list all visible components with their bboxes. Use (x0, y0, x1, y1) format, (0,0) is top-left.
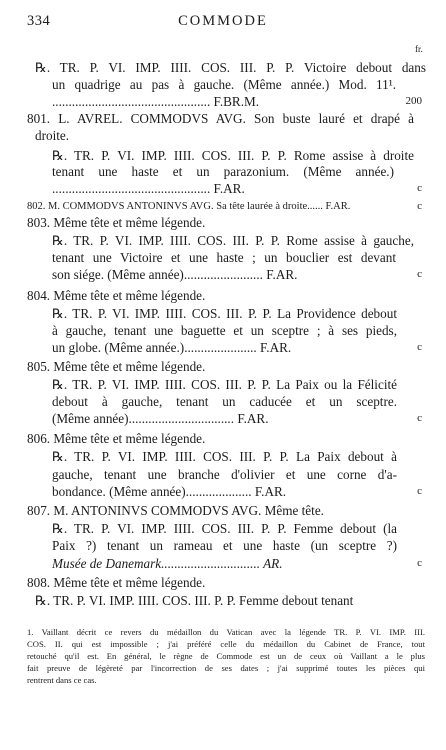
text-line: (Même année)................................ F.AR. (52, 411, 269, 426)
text-line: tenant une Victoire et une haste ; un bouclier est devant (52, 250, 396, 265)
text-line: 804. Même tête et même légende. (27, 288, 206, 303)
value: c (417, 200, 422, 212)
text-line: ℞. TR. P. VI. IMP. IIII. COS. III. P. P. Femme debout tenant (35, 593, 354, 608)
text-line: 803. Même tête et même légende. (27, 215, 206, 230)
text-line: Musée de Danemark.............................. AR. (52, 556, 283, 571)
text-line: ℞. TR. P. VI. IMP. IIII. COS. III. P. P. Rome assise à droite (52, 148, 414, 163)
text-line: 807. M. ANTONINVS COMMODVS AVG. Même tête. (27, 503, 324, 518)
value: c (417, 341, 422, 353)
text-line: ℞. TR. P. VI. IMP. IIII. COS. III. P. P. Victoire debout dans (35, 60, 426, 75)
footnote-line: fait preuve de légèreté par l'incorrection de ses dates ; j'ai supprimé toutes les pièces qui (27, 663, 425, 673)
text-line: ℞. TR. P. VI. IMP. IIII. COS. III. P. P. La Providence debout (52, 306, 397, 321)
text-line: 805. Même tête et même légende. (27, 359, 206, 374)
footnote-line: 1. Vaillant décrit ce revers du médaillon du Vatican avec la légende TR. P. VI. IMP. III. (27, 627, 425, 637)
text-line: 801. L. AVREL. COMMODVS AVG. Son buste lauré et drapé à (27, 111, 414, 126)
value: c (417, 485, 422, 497)
column-label: fr. (415, 44, 423, 54)
text-line: droite. (35, 128, 70, 143)
text-line: Paix ?) tenant un rameau et une haste (un sceptre ?) (52, 538, 397, 553)
value: c (417, 182, 422, 194)
footnote-line: retouché qu'il est. En général, le règne de Commode est un de ceux où Vaillant a le plus (27, 651, 425, 661)
text-line: 806. Même tête et même légende. (27, 431, 206, 446)
text-line: ℞. TR. P. VI. IMP. IIII. COS. III. P. P. Rome assise à gauche, (52, 233, 414, 248)
text-line: 802. M. COMMODVS ANTONINVS AVG. Sa tête laurée à droite...... F.AR. (27, 201, 351, 212)
text-line: ℞. TR. P. VI. IMP. IIII. COS. III. P. P. La Paix debout à (52, 449, 397, 464)
text-line: gauche, tenant une branche d'olivier et une corne d'a- (52, 467, 397, 482)
text-line: son siége. (Même année)........................ F.AR. (52, 267, 298, 282)
text-line: ................................................ F.AR. (52, 181, 245, 196)
value: 200 (405, 95, 422, 107)
value: c (417, 268, 422, 280)
footnote-line: rentrent dans ce cas. (27, 675, 97, 685)
text-line: tenant une haste et un parazonium. (Même année.) (52, 164, 394, 179)
text-line: bondance. (Même année).................... F.AR. (52, 484, 287, 499)
footnote-line: COS. II. qui est impossible ; j'ai préféré celle du médaillon du Cabinet de France, tout (27, 639, 425, 649)
text-line: un globe. (Même année.)...................... F.AR. (52, 340, 292, 355)
page-title: COMMODE (178, 13, 268, 29)
text-line: ℞. TR. P. VI. IMP. IIII. COS. III. P. P. La Paix ou la Félicité (52, 377, 397, 392)
value: c (417, 412, 422, 424)
page-number: 334 (27, 13, 51, 29)
text-line: ℞. TR. P. VI. IMP. IIII. COS. III. P. P. Femme debout (la (52, 521, 397, 536)
value: c (417, 557, 422, 569)
text-line: ................................................ F.BR.M. (52, 94, 260, 109)
text-line: un quadrige au pas à gauche. (Même année.) Mod. 11¹. (52, 77, 396, 92)
text-line: 808. Même tête et même légende. (27, 575, 206, 590)
text-line: à gauche, tenant une baguette et un sceptre ; à ses pieds, (52, 323, 397, 338)
text-line: debout à gauche, tenant un caducée et un sceptre. (52, 394, 397, 409)
